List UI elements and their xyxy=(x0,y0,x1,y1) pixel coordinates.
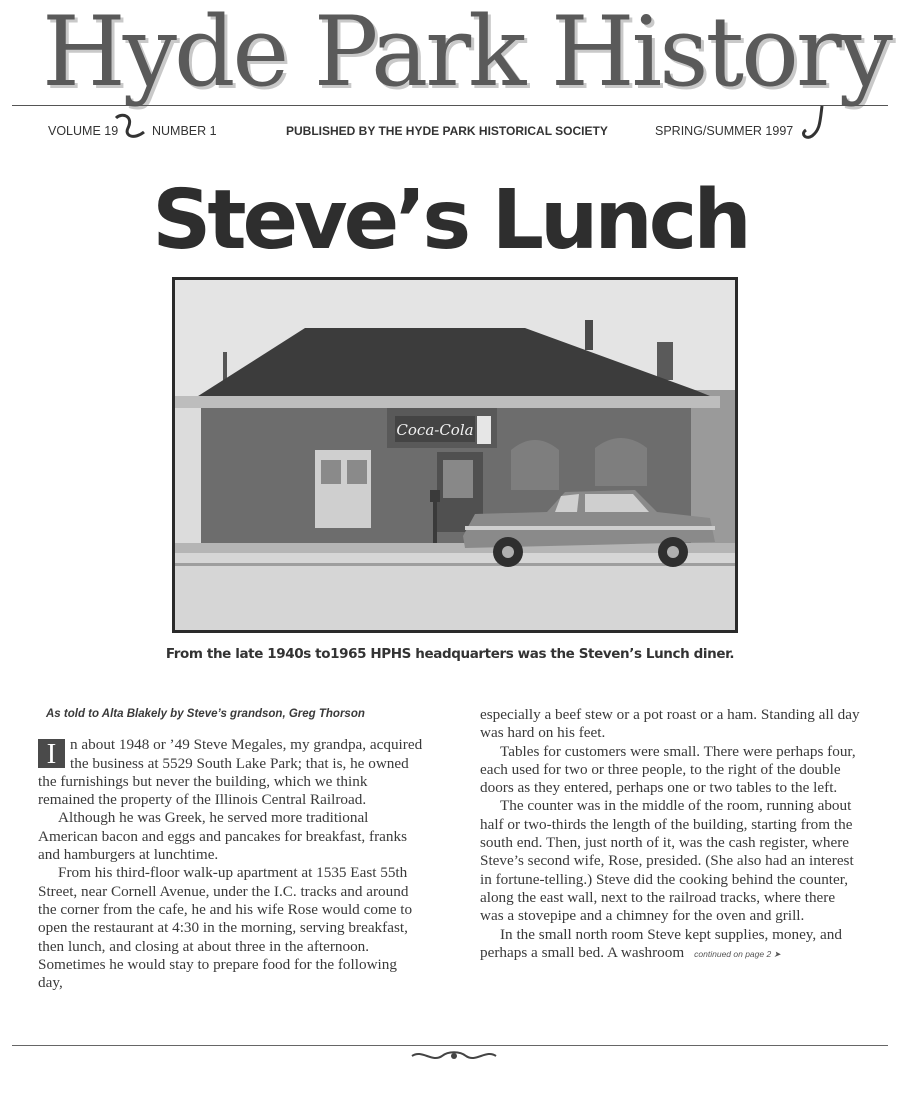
coca-cola-sign: Coca-Cola xyxy=(396,421,474,439)
photo-caption: From the late 1940s to1965 HPHS headquarters was the Steven’s Lunch diner. xyxy=(165,646,735,662)
article-paragraph: Although he was Greek, he served more traditional American bacon and eggs and pancakes for breakfast, franks and hamburgers at lunchtime. xyxy=(38,809,407,864)
volume-label: VOLUME 19 xyxy=(48,124,119,138)
footer-ornament xyxy=(408,1049,500,1063)
article-column-left xyxy=(38,705,423,992)
drop-cap: I xyxy=(38,739,65,768)
article-column-right xyxy=(480,706,860,963)
masthead-rule xyxy=(12,105,888,106)
article-paragraph: The counter was in the middle of the room, running about half or two-thirds the length of the building, starting from the south end. Then, just north of it, was the cash register, where Steve’s second wife, Rose, presided. (She also had an interest in fortune-telling.) Steve did the cooking behind the counter, along the east wall, next to the railroad tracks, where there was a stovepipe and a chimney for the oven and grill. xyxy=(480,797,854,925)
masthead-meta-row xyxy=(0,124,900,140)
article-paragraph: Tables for customers were small. There were perhaps four, each used for two or three people, to the right of the double doors as they entered, perhaps one or two tables to the left. xyxy=(480,742,856,797)
issue-number: NUMBER 1 xyxy=(152,124,217,138)
byline: As told to Alta Blakely by Steve’s grandson, Greg Thorson xyxy=(46,708,365,720)
article-paragraph: especially a beef stew or a pot roast or a ham. Standing all day was hard on his feet. xyxy=(480,706,860,742)
continued-on-page-link[interactable]: continued on page 2 ➤ xyxy=(694,948,781,959)
article-headline: Steve’s Lunch xyxy=(152,173,748,268)
article-paragraph: From his third-floor walk-up apartment at 1535 East 55th Street, near Cornell Avenue, under the I.C. tracks and around the corner from the cafe, he and his wife Rose would come to open the restaurant at 4:30 in the morning, serving breakfast, then lunch, and closing at about three in the afternoon. Sometimes he would stay to prepare food for the following day, xyxy=(38,864,413,992)
masthead-title: Hyde Park History xyxy=(42,0,891,108)
footer-rule xyxy=(12,1045,888,1046)
article-paragraph: I n about 1948 or ’49 Steve Megales, my grandpa, acquired the business at 5529 South Lake Park; that is, he owned the furnishings but never the building, which we think remained the property of the Illinois Central Railroad. xyxy=(38,736,423,809)
issue-season: SPRING/SUMMER 1997 xyxy=(655,124,794,138)
diner-photo xyxy=(172,277,738,633)
article-paragraph: In the small north room Steve kept supplies, money, and perhaps a small bed. A washroom continued on page 2 ➤ xyxy=(480,925,842,961)
publisher-line: PUBLISHED BY THE HYDE PARK HISTORICAL SOCIETY xyxy=(286,124,608,138)
